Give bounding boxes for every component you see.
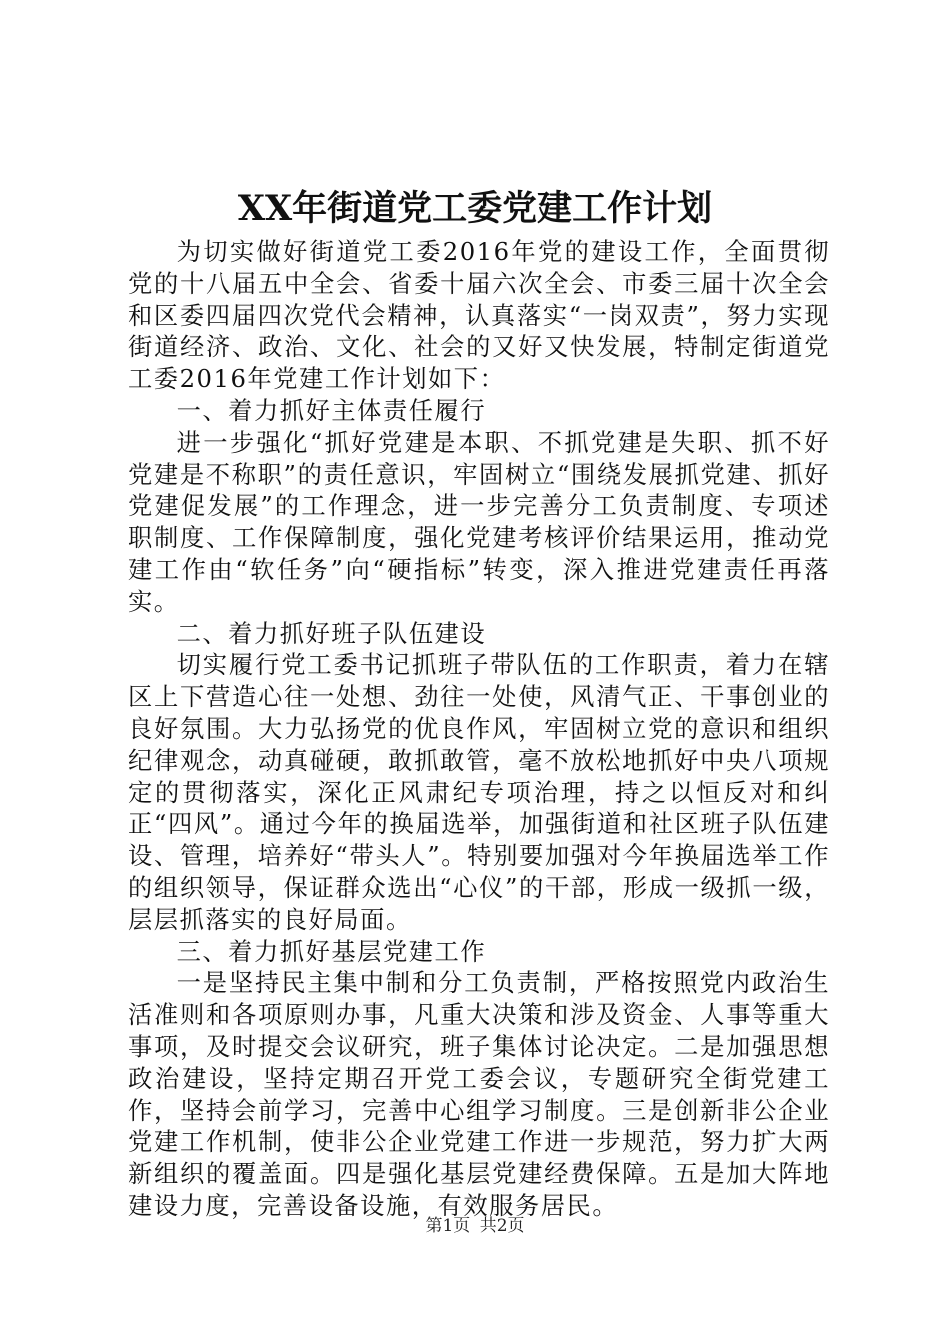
section-heading-2: 二、着力抓好班子队伍建设: [176, 618, 487, 648]
intro-paragraph: 为切实做好街道党工委2016年党的建设工作，全面贯彻党的十八届五中全会、省委十届六次全会、市委三届十次全会和区委四届四次党代会精神，认真落实“一岗双责”，努力实现街道经济、政治、文化、社会的又好又快发展，特制定街道党工委2016年党建工作计划如下：: [128, 237, 830, 394]
document-body: [128, 236, 830, 1222]
page-total: 共2页: [479, 1216, 525, 1236]
page-number: 第1页: [425, 1216, 471, 1236]
document-title: XX年街道党工委党建工作计划: [237, 188, 713, 229]
section-paragraph-2: 切实履行党工委书记抓班子带队伍的工作职责，着力在辖区上下营造心往一处想、劲往一处使，风清气正、干事创业的良好氛围。大力弘扬党的优良作风，牢固树立党的意识和组织纪律观念，动真碰硬，敢抓敢管，毫不放松地抓好中央八项规定的贯彻落实，深化正风肃纪专项治理，持之以恒反对和纠正“四风”。通过今年的换届选举，加强街道和社区班子队伍建设、管理，培养好“带头人”。特别要加强对今年换届选举工作的组织领导，保证群众选出“心仪”的干部，形成一级抓一级，层层抓落实的良好局面。: [128, 650, 830, 934]
section-heading-1: 一、着力抓好主体责任履行: [176, 395, 487, 425]
section-paragraph-1: 进一步强化“抓好党建是本职、不抓党建是失职、抓不好党建是不称职”的责任意识，牢固树立“围绕发展抓党建、抓好党建促发展”的工作理念，进一步完善分工负责制度、专项述职制度、工作保障制度，强化党建考核评价结果运用，推动党建工作由“软任务”向“硬指标”转变，深入推进党建责任再落实。: [128, 427, 830, 616]
section-paragraph-3: 一是坚持民主集中制和分工负责制，严格按照党内政治生活准则和各项原则办事，凡重大决策和涉及资金、人事等重大事项，及时提交会议研究，班子集体讨论决定。二是加强思想政治建设，坚持定期召开党工委会议，专题研究全街党建工作，坚持会前学习，完善中心组学习制度。三是创新非公企业党建工作机制，使非公企业党建工作进一步规范，努力扩大两新组织的覆盖面。四是强化基层党建经费保障。五是加大阵地建设力度，完善设备设施，有效服务居民。: [128, 968, 830, 1220]
page-footer: [0, 1214, 950, 1238]
section-heading-3: 三、着力抓好基层党建工作: [176, 936, 487, 966]
